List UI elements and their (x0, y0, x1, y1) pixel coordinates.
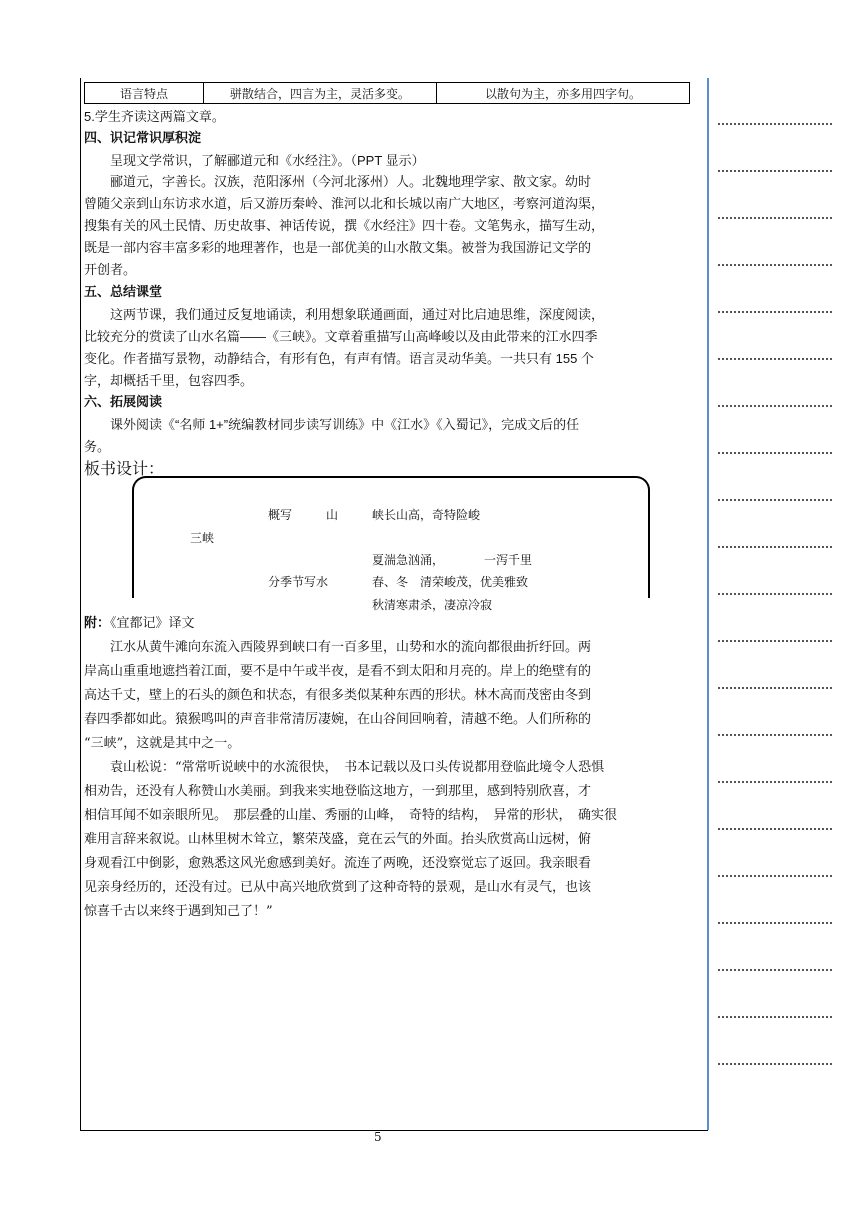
appendix-heading-bold: 附： (84, 616, 111, 631)
paragraph-line: 袁山松说：“常常听说峡中的水流很快， 书本记载以及口头传说都用登临此境令人恐惧 (110, 760, 605, 775)
section-6-body (84, 414, 690, 458)
paragraph-line: 这两节课，我们通过反复地诵读，利用想象联通画面，通过对比启迪思维，深度阅读， (110, 307, 605, 322)
comparison-table-row (84, 82, 690, 104)
paragraph-line: “三峡”，这就是其中之一。 (84, 736, 241, 751)
page-number: 5 (374, 1130, 382, 1144)
note-line (718, 640, 832, 642)
paragraph-line: 开创者。 (84, 263, 137, 278)
paragraph-line: 曾随父亲到山东访求水道，后又游历秦岭、淮河以北和长城以南广大地区，考察河道沟渠， (84, 197, 605, 212)
table-cell-col2: 以散句为主，亦多用四字句。 (437, 83, 690, 104)
note-line (718, 264, 832, 266)
paragraph-line: 相信耳闻不如亲眼所见。 那层叠的山崖、秀丽的山峰， 奇特的结构， 异常的形状， 确实很 (84, 808, 618, 823)
note-line (718, 311, 832, 313)
note-line (718, 687, 832, 689)
paragraph-line: 江水从黄牛滩向东流入西陵界到峡口有一百多里，山势和水的流向都很曲折纡回。两 (110, 640, 592, 655)
frame-bottom-rule (80, 1130, 708, 1131)
table-row (85, 83, 690, 104)
note-line (718, 358, 832, 360)
note-line (718, 217, 832, 219)
board-row3-label: 分季节写水 (268, 575, 329, 589)
table-cell-col1: 骈散结合，四言为主，灵活多变。 (204, 83, 437, 104)
table-cell-label: 语言特点 (85, 83, 204, 104)
item-5: 5.学生齐读这两篇文章。 (84, 109, 225, 124)
paragraph-line: 岸高山重重地遮挡着江面，要不是中午或半夜，是看不到太阳和月亮的。岸上的绝壁有的 (84, 664, 592, 679)
paragraph-line: 既是一部内容丰富多彩的地理著作，也是一部优美的山水散文集。被誉为我国游记文学的 (84, 241, 592, 256)
appendix-section (84, 612, 690, 924)
note-line (718, 593, 832, 595)
paragraph-line: 难用言辞来叙说。山林里树木耸立，繁荣茂盛，竟在云气的外面。抬头欣赏高山远树，俯 (84, 832, 592, 847)
section-5-body (84, 304, 690, 392)
board-row2-desc-2: 一泻千里 (484, 553, 533, 567)
paragraph-line: 惊喜千古以来终于遇到知己了！” (84, 904, 273, 919)
board-center-title: 三峡 (190, 531, 215, 545)
board-design-title: 板书设计： (84, 459, 165, 478)
paragraph-line: 高达千丈，壁上的石头的颜色和状态，有很多类似某种东西的形状。林木高而茂密由冬到 (84, 688, 592, 703)
note-line (718, 405, 832, 407)
note-line (718, 734, 832, 736)
paragraph-line: 字，却概括千里，包容四季。 (84, 373, 254, 388)
board-row4-desc: 秋清寒肃杀，凄凉冷寂 (372, 598, 493, 612)
appendix-heading-title: 《宜都记》译文 (110, 616, 195, 631)
board-row1-subject: 山 (326, 508, 339, 522)
paragraph-line: 搜集有关的风土民情、历史故事、神话传说，撰《水经注》四十卷。文笔隽永，描写生动， (84, 219, 605, 234)
section-4-body (84, 172, 690, 282)
paragraph-line: 见亲身经历的，还没有过。已从中高兴地欣赏到了这种奇特的景观，是山水有灵气，也该 (84, 880, 592, 895)
note-line (718, 546, 832, 548)
note-line (718, 969, 832, 971)
section-4-intro: 呈现文学常识，了解郦道元和《水经注》。（PPT 显示） (110, 153, 425, 168)
note-line (718, 123, 832, 125)
paragraph-line: 身观看江中倒影，愈熟悉这风光愈感到美好。流连了两晚，还没察觉忘了返回。我亲眼看 (84, 856, 592, 871)
section-6-heading: 六、拓展阅读 (84, 395, 163, 410)
paragraph-line: 比较充分的赏读了山水名篇——《三峡》。文章着重描写山高峰峻以及由此带来的江水四季 (84, 329, 598, 344)
note-line (718, 170, 832, 172)
paragraph-line: 相劝告，还没有人称赞山水美丽。到我来实地登临这地方，一到那里，感到特别欣喜，才 (84, 784, 592, 799)
board-row3-desc: 春、冬 清荣峻茂，优美雅致 (372, 575, 529, 589)
board-row1-desc: 峡长山高，奇特险峻 (372, 508, 481, 522)
paragraph-line: 课外阅读《“名师 1+”统编教材同步读写训练》中《江水》《入蜀记》，完成文后的任 (110, 417, 580, 432)
note-line (718, 1063, 832, 1065)
paragraph-line: 变化。作者描写景物，动静结合，有形有色，有声有情。语言灵动华美。一共只有 155 个 (84, 351, 594, 366)
note-line (718, 452, 832, 454)
note-line (718, 922, 832, 924)
paragraph-line: 春四季都如此。猿猴鸣叫的声音非常清厉凄婉，在山谷间回响着，清越不绝。人们所称的 (84, 712, 592, 727)
note-line (718, 828, 832, 830)
section-4-heading: 四、识记常识厚积淀 (84, 131, 202, 146)
note-line (718, 499, 832, 501)
lesson-content (84, 106, 690, 458)
board-row1-label: 概写 (268, 508, 293, 522)
note-line (718, 875, 832, 877)
paragraph-line: 郦道元，字善长。汉族，范阳涿州（今河北涿州）人。北魏地理学家、散文家。幼时 (110, 175, 592, 190)
board-row2-desc: 夏湍急汹涌， (372, 553, 445, 567)
note-line (718, 1016, 832, 1018)
appendix-heading (84, 612, 690, 636)
note-line (718, 781, 832, 783)
paragraph-line: 务。 (84, 439, 111, 454)
section-5-heading: 五、总结课堂 (84, 285, 163, 300)
